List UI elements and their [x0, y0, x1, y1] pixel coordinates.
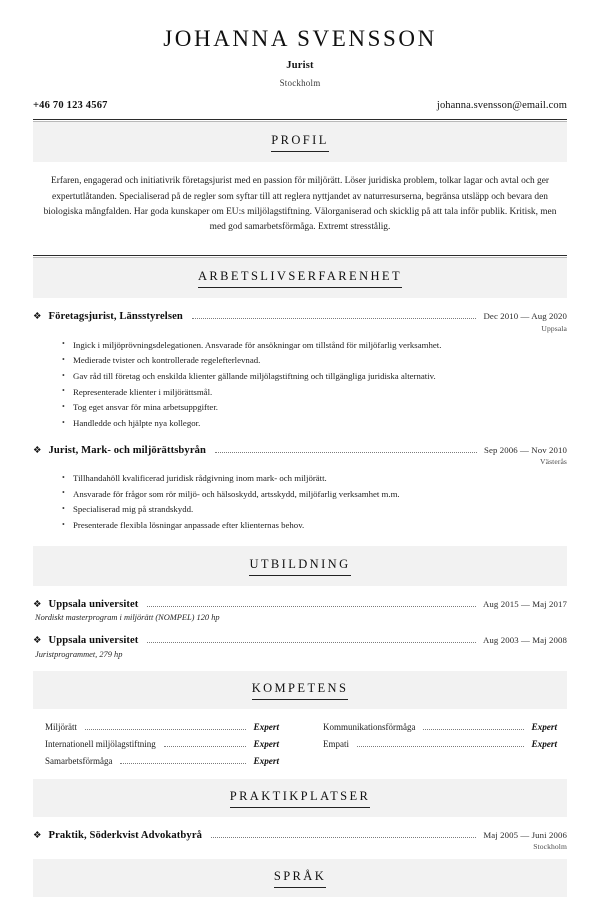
skill-level: Expert [253, 755, 279, 766]
experience-date: Dec 2010 — Aug 2020 [483, 311, 567, 322]
contact-phone: +46 70 123 4567 [33, 100, 108, 112]
contact-row [33, 100, 567, 111]
list-item: • Tillhandahöll kvalificerad juridisk rådgivning inom mark- och miljörätt. [73, 471, 567, 487]
section-title-internships: PRAKTIKPLATSER [230, 789, 371, 808]
club-bullet-icon: ❖ [33, 599, 42, 610]
experience-date: Sep 2006 — Nov 2010 [483, 444, 567, 455]
dotted-leader [357, 746, 524, 747]
internship-entry-head [33, 830, 567, 842]
section-header-education [33, 546, 567, 586]
skill-level: Expert [531, 738, 557, 749]
experience-title: Företagsjurist, Länsstyrelsen [48, 311, 183, 323]
experience-entry [33, 445, 567, 534]
section-header-languages [33, 859, 567, 897]
club-bullet-icon: ❖ [33, 445, 42, 456]
internship-title: Praktik, Söderkvist Advokatbyrå [48, 829, 203, 841]
dotted-leader [147, 606, 476, 607]
club-bullet-icon: ❖ [33, 636, 42, 647]
dotted-leader [120, 763, 246, 764]
list-item: • Gav råd till företag och enskilda klienter gällande miljölagstiftning och tillgängliga juridiska alternativ. [73, 369, 567, 385]
experience-entry-head [33, 445, 567, 457]
education-entry-head [33, 635, 567, 647]
list-item: • Specialiserad mig på strandskydd. [73, 502, 567, 518]
experience-bullets [33, 338, 567, 432]
dotted-leader [85, 729, 246, 730]
skill-item [45, 739, 279, 750]
education-title: Uppsala universitet [48, 598, 139, 610]
section-header-skills [33, 671, 567, 709]
skill-name: Samarbetsförmåga [45, 755, 113, 766]
education-date: Aug 2015 — Maj 2017 [482, 598, 567, 609]
list-item: • Tog eget ansvar för mina arbetsuppgifter. [73, 400, 567, 416]
dotted-leader [423, 729, 524, 730]
experience-title: Jurist, Mark- och miljörättsbyrån [48, 444, 207, 456]
education-entry-head [33, 599, 567, 611]
experience-entry [33, 311, 567, 431]
list-item: • Ansvarade för frågor som rör miljö- och hälsoskydd, artsskydd, miljöfarlig verksamhet m.m. [73, 487, 567, 503]
section-title-profil: PROFIL [271, 133, 328, 152]
education-entry [33, 599, 567, 623]
profile-text: Erfaren, engagerad och initiativrik företagsjurist med en passion för miljörätt. Löser juridiska problem, tolkar lagar och avtal och ger expertutlåtanden. Specialiserad på de regler som syftar till att reglera nyttjandet av naturresurserna, begränsa utsläpp och bevara den biologiska mångfalden. Har goda kunskaper om EU:s miljölagstiftning. Välorganiserad och skicklig på att tala inför publik. Kritisk, men med god samarbetsförmåga. Extremt stresstålig. [43, 176, 557, 232]
internship-entry [33, 830, 567, 852]
dotted-leader [192, 318, 477, 319]
list-item: • Medierade tvister och kontrollerade regelefterlevnad. [73, 353, 567, 369]
skills-grid-empty-cell [323, 756, 557, 767]
experience-location: Västerås [540, 457, 567, 467]
section-title-experience: ARBETSLIVSERFARENHET [198, 269, 402, 288]
dotted-leader [164, 746, 247, 747]
club-bullet-icon: ❖ [33, 830, 42, 841]
skill-name: Miljörätt [45, 721, 77, 732]
dotted-leader [215, 452, 477, 453]
education-entry [33, 635, 567, 659]
skill-item [45, 756, 279, 767]
skill-name: Empati [323, 738, 349, 749]
skill-name: Kommunikationsförmåga [323, 721, 416, 732]
skill-item [323, 722, 557, 733]
section-header-internships [33, 779, 567, 817]
club-bullet-icon: ❖ [33, 312, 42, 323]
section-title-skills: KOMPETENS [252, 681, 349, 700]
list-item: • Presenterade flexibla lösningar anpassade efter klienternas behov. [73, 518, 567, 534]
section-title-languages: SPRÅK [274, 869, 326, 888]
candidate-city: Stockholm [279, 78, 321, 89]
skill-level: Expert [531, 721, 557, 732]
candidate-job-title: Jurist [286, 60, 314, 72]
education-subtitle: Juristprogrammet, 279 hp [35, 649, 123, 659]
section-header-experience [33, 258, 567, 298]
section-title-education: UTBILDNING [249, 557, 350, 576]
skills-grid [33, 722, 567, 767]
experience-bullets [33, 471, 567, 534]
education-title: Uppsala universitet [48, 635, 139, 647]
internship-date: Maj 2005 — Juni 2006 [483, 829, 567, 840]
section-header-profil [33, 122, 567, 162]
experience-location: Uppsala [541, 323, 567, 333]
internship-location: Stockholm [533, 842, 567, 852]
contact-email: johanna.svensson@email.com [436, 100, 567, 112]
education-date: Aug 2003 — Maj 2008 [482, 635, 567, 646]
candidate-name: JOHANNA SVENSSON [163, 26, 437, 51]
dotted-leader [147, 642, 476, 643]
list-item: • Handledde och hjälpte nya kollegor. [73, 416, 567, 432]
dotted-leader [211, 837, 476, 838]
resume-header [33, 0, 567, 111]
experience-entry-head [33, 311, 567, 323]
skill-item [323, 739, 557, 750]
skill-name: Internationell miljölagstiftning [45, 738, 156, 749]
education-subtitle: Nordiskt masterprogram i miljörätt (NOMPEL) 120 hp [35, 613, 220, 623]
list-item: • Ingick i miljöprövningsdelegationen. Ansvarade för ansökningar om tillstånd för miljöfarlig verksamhet. [73, 338, 567, 354]
skill-level: Expert [253, 738, 279, 749]
skill-level: Expert [253, 721, 279, 732]
skill-item [45, 722, 279, 733]
list-item: • Representerade klienter i miljörättsmål. [73, 385, 567, 401]
